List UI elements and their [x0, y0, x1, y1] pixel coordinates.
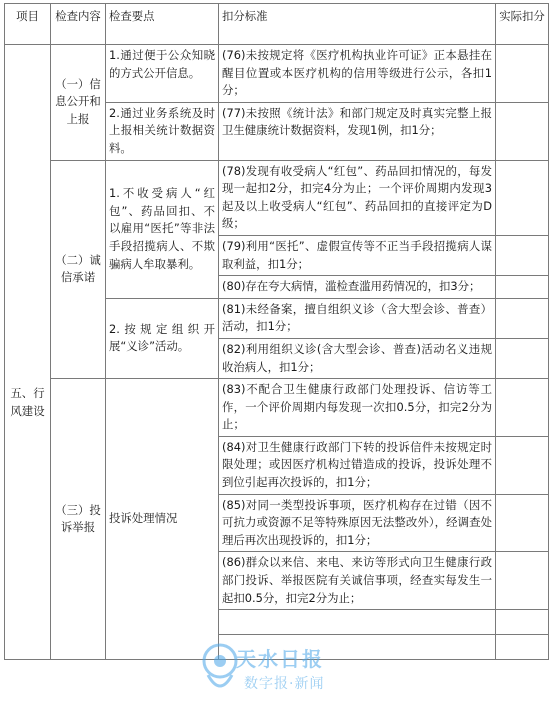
group-label: （三）投诉举报: [51, 379, 106, 660]
standard-text: (76)未按规定将《医疗机构执业许可证》正本悬挂在醒目位置或本医疗机构的信用等级进行公示，各扣1分；: [219, 45, 496, 103]
header-actual: 实际扣分: [496, 4, 549, 45]
table-row: [5, 379, 549, 437]
standard-text: (83)不配合卫生健康行政部门处理投诉、信访等工作，一个评价周期内每发现一次扣0.5分，扣完2分为止；: [219, 379, 496, 437]
point-text: 1.通过便于公众知晓的方式公开信息。: [106, 45, 219, 103]
actual-score-cell[interactable]: [496, 45, 549, 103]
actual-score-cell[interactable]: [496, 235, 549, 275]
standard-text-continued: [219, 635, 496, 660]
standard-text: (77)未按照《统计法》和部门规定及时真实完整上报卫生健康统计数据资料，发现1例，扣1分；: [219, 102, 496, 160]
standard-text: (82)利用组织义诊(含大型会诊、普查)活动名义违规收治病人，扣1分；: [219, 338, 496, 378]
standard-text: (80)存在夸大病情，滥检查滥用药情况的，扣3分；: [219, 276, 496, 299]
standard-text: (81)未经备案，擅自组织义诊（含大型会诊、普查）活动，扣1分；: [219, 298, 496, 338]
table-header-row: [5, 4, 549, 45]
actual-score-cell[interactable]: [496, 635, 549, 660]
standard-text: (85)对同一类型投诉事项，医疗机构存在过错（因不可抗力或资源不足等特殊原因无法整改外），经调查处理后再次出现投诉的，扣1分；: [219, 494, 496, 552]
actual-score-cell[interactable]: [496, 276, 549, 299]
table-row: [5, 160, 549, 235]
actual-score-cell[interactable]: [496, 160, 549, 235]
group-label: （一）信息公开和上报: [51, 45, 106, 161]
inspection-table: [4, 3, 549, 660]
actual-score-cell[interactable]: [496, 298, 549, 338]
group-label: （二）诚信承诺: [51, 160, 106, 379]
standard-text: (84)对卫生健康行政部门下转的投诉信件未按规定时限处理；或因医疗机构过错造成的投诉，投诉处理不到位引起再次投诉的，扣1分；: [219, 436, 496, 494]
point-text: 投诉处理情况: [106, 379, 219, 660]
actual-score-cell[interactable]: [496, 610, 549, 635]
actual-score-cell[interactable]: [496, 494, 549, 552]
header-standard: 扣分标准: [219, 4, 496, 45]
standard-text: (78)发现有收受病人“红包”、药品回扣情况的，每发现一起扣2分，扣完4分为止；一个评价周期内发现3起及以上收受病人“红包”、药品回扣的直接评定为D级；: [219, 160, 496, 235]
actual-score-cell[interactable]: [496, 436, 549, 494]
point-text: 1.不收受病人“红包”、药品回扣、不以雇用“医托”等非法手段招揽病人、不欺骗病人牟取暴利。: [106, 160, 219, 298]
header-content: 检查内容: [51, 4, 106, 45]
actual-score-cell[interactable]: [496, 379, 549, 437]
table-row: [5, 45, 549, 103]
watermark-text-sub: 数字报·新闻: [244, 676, 325, 692]
standard-text: (79)利用“医托”、虚假宣传等不正当手段招揽病人谋取利益，扣1分；: [219, 235, 496, 275]
header-points: 检查要点: [106, 4, 219, 45]
actual-score-cell[interactable]: [496, 552, 549, 610]
section-label: 五、行风建设: [5, 45, 51, 660]
actual-score-cell[interactable]: [496, 338, 549, 378]
point-text: 2.按规定组织开展“义诊”活动。: [106, 298, 219, 378]
point-text: 2.通过业务系统及时上报相关统计数据资料。: [106, 102, 219, 160]
actual-score-cell[interactable]: [496, 102, 549, 160]
watermark-text-main: 天水日报: [236, 647, 324, 671]
standard-text-continued: [219, 610, 496, 635]
page: [4, 3, 549, 660]
standard-text: (86)群众以来信、来电、来访等形式向卫生健康行政部门投诉、举报医院有关诚信事项，经查实每发生一起扣0.5分，扣完2分为止；: [219, 552, 496, 610]
header-item: 项目: [5, 4, 51, 45]
